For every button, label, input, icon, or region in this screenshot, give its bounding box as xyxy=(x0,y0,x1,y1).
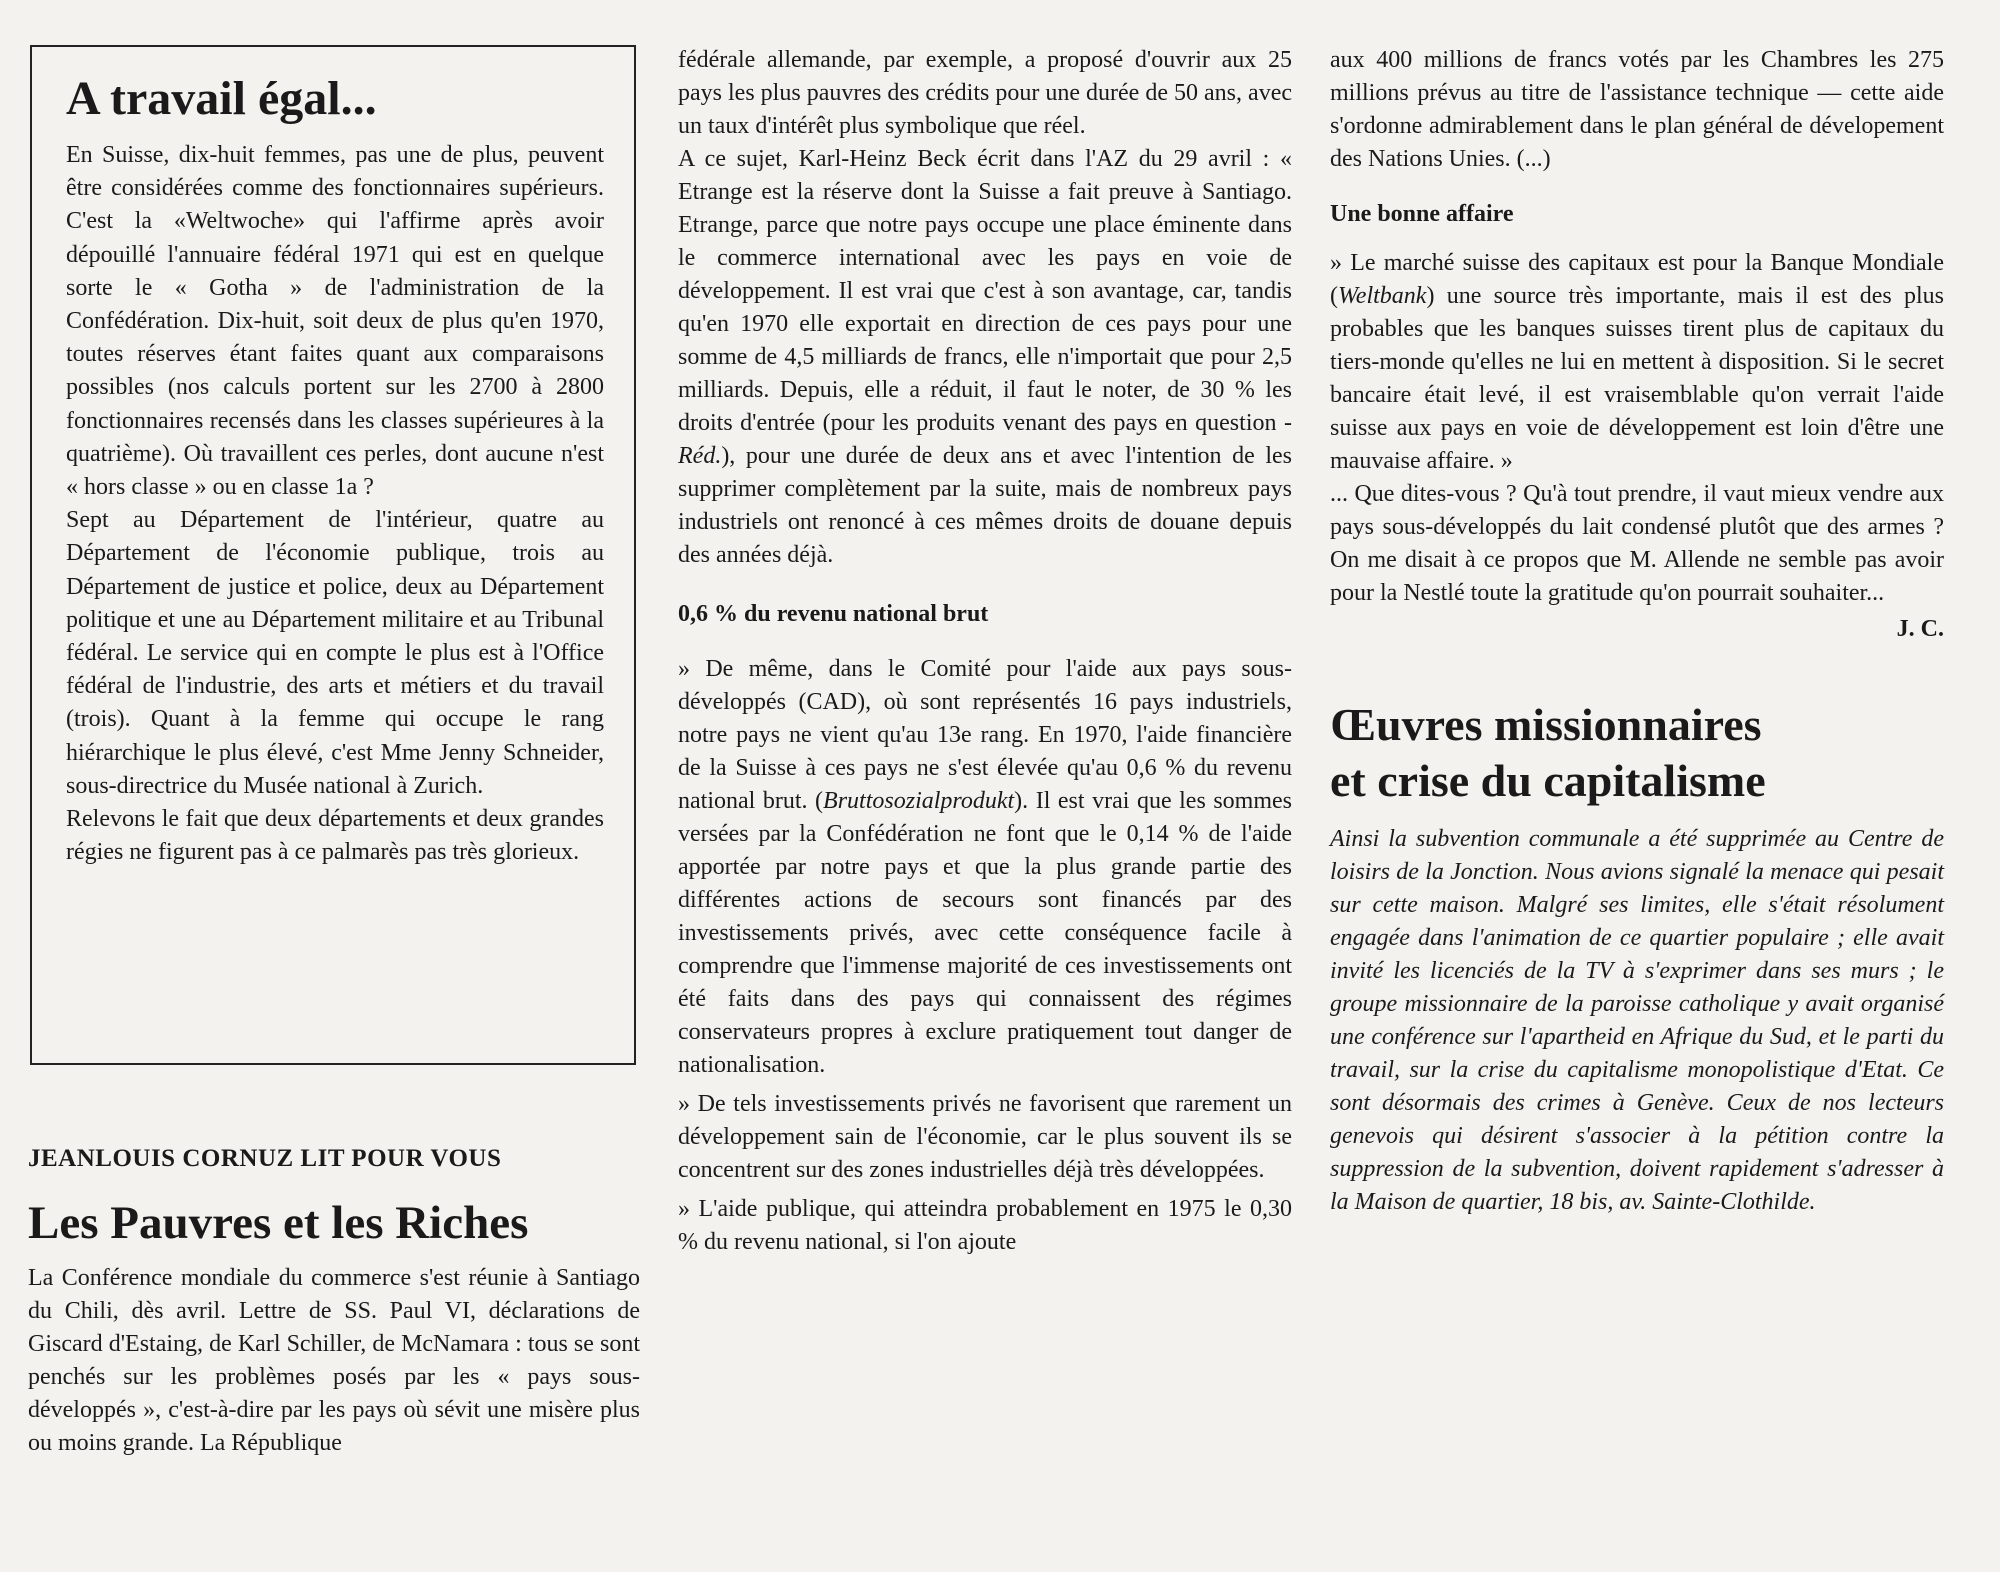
article-body xyxy=(1330,823,1944,1219)
text-run: » De même, dans le Comité pour l'aide aux pays sous-développés (CAD), où sont représentés 16 pays industriels, notre pays ne vient qu'au 13e rang. En 1970, l'aide financière de la Suisse à ces pays ne s'est élevée qu'au 0,6 % du revenu national brut. ( xyxy=(678,656,1292,814)
text-run: ) une source très importante, mais il est des plus probables que les banques suisses tirent plus de capitaux du tiers-monde qu'elles ne lui en mettent à disposition. Si le secret bancaire était levé, il est vraisemblable qu'on verrait l'aide suisse aux pays en voie de développement est loin d'être une mauvaise affaire. » xyxy=(1330,283,1944,474)
article-body-col2 xyxy=(678,44,1292,1259)
article-body-col1 xyxy=(28,1262,640,1460)
signature: J. C. xyxy=(1896,616,1944,642)
article-title: Les Pauvres et les Riches xyxy=(28,1197,529,1249)
text-run: ), pour une durée de deux ans et avec l'intention de les supprimer complètement par la suite, mais de nombreux pays industriels ont renoncé à ces mêmes droits de douane depuis des années déjà. xyxy=(678,443,1292,568)
subheading: Une bonne affaire xyxy=(1330,201,1514,227)
paragraph: Ainsi la subvention communale a été supprimée au Centre de loisirs de la Jonction. Nous avions signalé la menace qui pesait sur cette maison. Malgré ses limites, elle s'était résolument engagée dans l'animation de ce quartier populaire ; elle avait invité les licenciés de la TV à s'exprimer dans ses murs ; le groupe missionnaire de la paroisse catholique y avait organisé une conférence sur l'apartheid en Afrique du Sud, et le parti du travail, sur la crise du capitalisme monopolistique d'Etat. Ce sont désormais des crimes à Genève. Ceux de nos lecteurs genevois qui désirent s'associer à la pétition contre la suppression de la subvention, doivent rapidement s'adresser à la Maison de quartier, 18 bis, av. Sainte-Clothilde. xyxy=(1330,826,1944,1215)
paragraph: La Conférence mondiale du commerce s'est réunie à Santiago du Chili, dès avril. Lettre de SS. Paul VI, déclarations de Giscard d'Estaing, de Karl Schiller, de McNamara : tous se sont penchés sur les problèmes posés par les « pays sous-développés », c'est-à-dire par les pays où sévit une misère plus ou moins grande. La République xyxy=(28,1265,640,1456)
subheading: 0,6 % du revenu national brut xyxy=(678,601,989,627)
title-line: Œuvres missionnaires xyxy=(1330,699,1762,750)
paragraph: Sept au Département de l'intérieur, quatre au Département de l'économie publique, trois au Département de justice et police, deux au Département politique et une au Département militaire et au Tribunal fédéral. Le service qui en compte le plus est à l'Office fédéral de l'industrie, des arts et métiers et du travail (trois). Quant à la femme qui occupe le rang hiérarchique le plus élevé, c'est Mme Jenny Schneider, sous-directrice du Musée national à Zurich. xyxy=(66,507,604,799)
paragraph: aux 400 millions de francs votés par les Chambres les 275 millions prévus au titre de l'assistance technique — cette aide s'ordonne admirablement dans le plan général de dévelopement des Nations Unies. (...) xyxy=(1330,47,1944,172)
paragraph xyxy=(678,653,1292,1082)
text-run: A ce sujet, Karl-Heinz Beck écrit dans l'AZ du 29 avril : « Etrange est la réserve dont la Suisse a fait preuve à Santiago. Etrange, parce que notre pays occupe une place éminente dans le commerce international avec les pays en voie de développement. Il est vrai que c'est à son avantage, car, tandis qu'en 1970 elle exportait en direction de ces pays pour une somme de 4,5 milliards de francs, elle n'importait que pour 2,5 milliards. Depuis, elle a réduit, il faut le noter, de 30 % les droits d'entrée (pour les produits venant des pays en question - xyxy=(678,146,1292,436)
article-body-col3 xyxy=(1330,44,1944,1219)
boxed-article xyxy=(30,45,636,1065)
paragraph: ... Que dites-vous ? Qu'à tout prendre, il vaut mieux vendre aux pays sous-développés du lait condensé plutôt que des armes ? On me disait à ce propos que M. Allende ne semble pas avoir pour la Nestlé toute la gratitude qu'on pourrait souhaiter... xyxy=(1330,481,1944,606)
paragraph: En Suisse, dix-huit femmes, pas une de plus, peuvent être considérées comme des fonctionnaires supérieurs. C'est la «Weltwoche» qui l'affirme après avoir dépouillé l'annuaire fédéral 1971 qui est en quelque sorte le « Gotha » de l'administration de la Confédération. Dix-huit, soit deux de plus qu'en 1970, toutes réserves étant faites quant aux comparaisons possibles (nos calculs portent sur les 2700 à 2800 fonctionnaires recensés dans les classes supérieures à la quatrième). Où travaillent ces perles, dont aucune n'est « hors classe » ou en classe 1a ? xyxy=(66,142,604,501)
title-line: et crise du capitalisme xyxy=(1330,755,1766,806)
column-kicker: JEANLOUIS CORNUZ LIT POUR VOUS xyxy=(28,1145,502,1172)
paragraph: » L'aide publique, qui atteindra probablement en 1975 le 0,30 % du revenu national, si l'on ajoute xyxy=(678,1196,1292,1255)
paragraph: Relevons le fait que deux départements et deux grandes régies ne figurent pas à ce palmarès pas très glorieux. xyxy=(66,806,604,866)
text-italic: Bruttosozialprodukt xyxy=(823,788,1015,814)
article-title xyxy=(1330,697,1944,809)
paragraph: » De tels investissements privés ne favorisent que rarement un développement sain de l'économie, car le plus souvent ils se concentrent sur des zones industrielles déjà très développées. xyxy=(678,1091,1292,1183)
paragraph xyxy=(1330,247,1944,478)
paragraph xyxy=(678,143,1292,572)
text-run: » Le marché suisse des capitaux est pour la Banque Mondiale ( xyxy=(1330,250,1944,309)
article-title: A travail égal... xyxy=(66,72,377,125)
text-run: ). Il est vrai que les sommes versées par la Confédération ne font que le 0,14 % de l'aide apportée par notre pays et que la plus grande partie des différentes actions de secours sont financés par des investissements privés, avec cette conséquence facile à comprendre que l'immense majorité de ces investissements ont été faits dans des pays qui connaissent des régimes conservateurs propres à exclure pratiquement tout danger de nationalisation. xyxy=(678,788,1292,1078)
text-italic: Réd. xyxy=(678,443,722,469)
paragraph: fédérale allemande, par exemple, a proposé d'ouvrir aux 25 pays les plus pauvres des crédits pour une durée de 50 ans, avec un taux d'intérêt plus symbolique que réel. xyxy=(678,47,1292,139)
text-italic: Weltbank xyxy=(1338,283,1427,309)
